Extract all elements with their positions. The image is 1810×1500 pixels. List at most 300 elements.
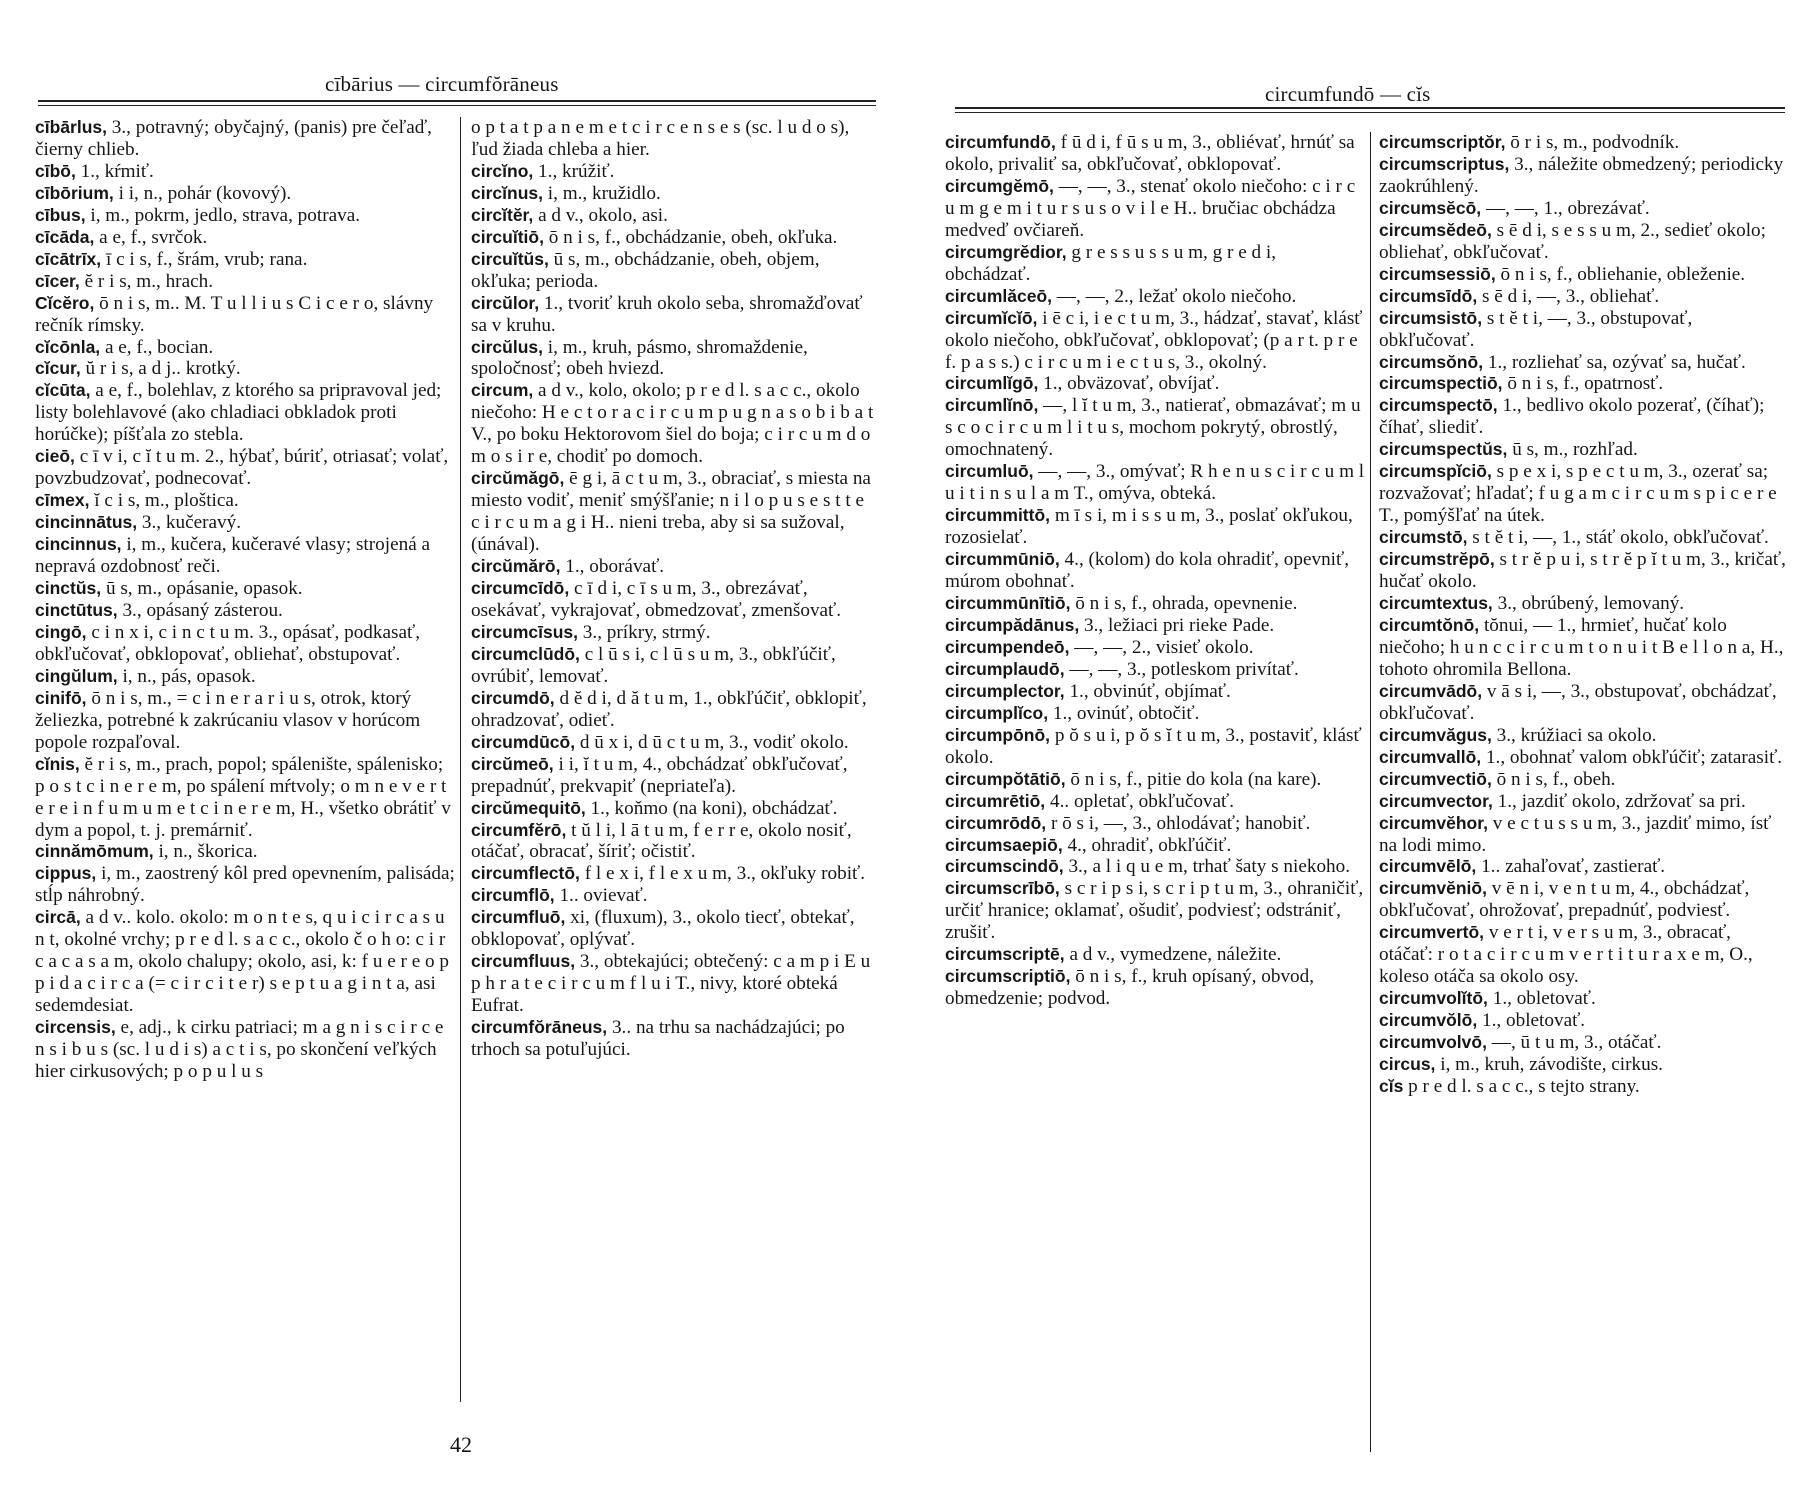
entry-definition: 1.. zahaľovať, zastierať. <box>1476 856 1666 878</box>
dictionary-entry <box>35 688 455 754</box>
entry-definition: 3., príkry, strmý. <box>578 621 711 643</box>
entry-headword: circum, <box>471 380 534 401</box>
entry-definition: a e, f., svrčok. <box>94 226 208 248</box>
entry-definition: —, l ĭ t u m, 3., natierať, obmazávať; m u s c o c i r c u m l i t u s, mochom pokrytý, obrostlý, omochnatený. <box>945 395 1361 461</box>
entry-headword: circumgrĕdior, <box>945 241 1067 262</box>
dictionary-entry <box>945 176 1365 242</box>
entry-definition: 1.. ovievať. <box>554 885 648 907</box>
entry-headword: cīcer, <box>35 270 80 291</box>
dictionary-entry <box>1379 681 1789 725</box>
dictionary-entry <box>1379 286 1789 308</box>
dictionary-entry <box>35 600 455 622</box>
entry-headword: circumvĕniō, <box>1379 878 1487 899</box>
dictionary-entry <box>471 863 876 885</box>
dictionary-entry <box>945 593 1365 615</box>
entry-headword: circumfĕrō, <box>471 819 567 840</box>
dictionary-entry <box>471 227 876 249</box>
entry-headword: circummittō, <box>945 505 1051 526</box>
dictionary-entry <box>945 373 1365 395</box>
dictionary-entry <box>471 293 876 337</box>
dictionary-entry <box>471 117 876 161</box>
entry-headword: cincinnātus, <box>35 512 138 533</box>
entry-definition: tŏnui, — 1., hrmieť, hučať kolo niečoho; h u n c c i r c u m t o n u i t B e l l o n a, H., tohoto ohromila Bellona. <box>1379 614 1784 680</box>
entry-definition: 4., (kolom) do kola ohradiť, opevniť, múrom obohnať. <box>945 549 1349 593</box>
entry-headword: circummūniō, <box>945 549 1060 570</box>
entry-headword: circumdūcō, <box>471 731 576 752</box>
entry-headword: circumscriptiō, <box>945 966 1071 987</box>
entry-headword: circumpŏtātiō, <box>945 768 1066 789</box>
dictionary-entry <box>1379 1076 1789 1098</box>
entry-headword: circumpendeō, <box>945 636 1070 657</box>
entry-definition: f l e x i, f l e x u m, 3., okľuky robiť. <box>579 863 866 885</box>
dictionary-entry <box>1379 439 1789 461</box>
entry-headword: circumvector, <box>1379 790 1493 811</box>
dictionary-entry <box>35 337 455 359</box>
entry-definition: i, m., kružidlo. <box>542 182 661 204</box>
entry-definition: c i n x i, c i n c t u m. 3., opásať, podkasať, obkľučovať, obklopovať, obliehať, obstupovať. <box>35 621 420 665</box>
entry-definition: s ē d i, s e s s u m, 2., sedieť okolo; obliehať, obkľučovať. <box>1379 219 1766 263</box>
entry-headword: circuĭtiō, <box>471 226 544 247</box>
entry-definition: ĕ r i s, m., prach, popol; spálenište, spálenisko; p o s t c i n e r e m, po spálení mŕtvoly; o m n e v e r t e r e i n f u m u m e t c i n e r e m, H., všetko obrátiť v dym a popol, t. j. premárniť. <box>35 753 451 841</box>
entry-headword: cinctūtus, <box>35 599 118 620</box>
dictionary-entry <box>471 161 876 183</box>
entry-definition: 3., a l i q u e m, trhať šaty s niekoho. <box>1063 856 1351 878</box>
dictionary-entry <box>1379 373 1789 395</box>
dictionary-entry <box>945 505 1365 549</box>
entry-headword: circumsŏnō, <box>1379 351 1484 372</box>
dictionary-entry <box>35 841 455 863</box>
entry-headword: circumspectō, <box>1379 395 1498 416</box>
entry-headword: circumvăgus, <box>1379 724 1492 745</box>
dictionary-entry <box>945 395 1365 461</box>
entry-headword: circumstrĕpō, <box>1379 549 1495 570</box>
entry-definition: 1., obväzovať, obvíjať. <box>1038 373 1220 395</box>
entry-headword: cieō, <box>35 446 75 467</box>
dictionary-entry <box>471 1017 876 1061</box>
entry-headword: circumgĕmō, <box>945 175 1054 196</box>
entry-definition: 3., kučeravý. <box>137 512 242 534</box>
entry-headword: cĭnis, <box>35 753 80 774</box>
entry-definition: i, m., kučera, kučeravé vlasy; strojená a nepravá ozdobnosť reči. <box>35 534 431 578</box>
dictionary-entry <box>1379 615 1789 681</box>
right-column-2 <box>1370 132 1789 1452</box>
entry-definition: v e c t u s s u m, 3., jazdiť mimo, ísť na lodi mimo. <box>1379 812 1772 856</box>
entry-headword: circumfundō, <box>945 132 1056 152</box>
entry-headword: circumtextus, <box>1379 593 1493 614</box>
dictionary-entry <box>35 1017 455 1083</box>
entry-definition: d ū x i, d ū c t u m, 3., vodiť okolo. <box>575 731 849 753</box>
entry-definition: ō r i s, m., podvodník. <box>1505 132 1680 153</box>
entry-definition: c l ū s i, c l ū s u m, 3., obkľúčiť, ovrúbiť, lemovať. <box>471 643 836 687</box>
entry-headword: circumrōdō, <box>945 812 1047 833</box>
dictionary-entry <box>471 754 876 798</box>
entry-headword: cībārlus, <box>35 117 107 137</box>
dictionary-entry <box>471 820 876 864</box>
entry-headword: circumclūdō, <box>471 643 580 664</box>
dictionary-entry <box>1379 220 1789 264</box>
entry-headword: circumplector, <box>945 680 1065 701</box>
entry-definition: 1., kŕmiť. <box>75 160 154 182</box>
entry-headword: circumĭcĭō, <box>945 307 1038 328</box>
entry-definition: i ē c i, i e c t u m, 3., hádzať, stavať, klásť okolo niečoho, obkľučovať, obklopovať; (p a r t. p r e f. p a s s.) c i r c u m i e c t u s, 3., okolný. <box>945 307 1363 373</box>
entry-headword: circŭlus, <box>471 336 543 357</box>
dictionary-entry <box>945 856 1365 878</box>
dictionary-entry <box>1379 593 1789 615</box>
entry-headword: circumsĕcō, <box>1379 197 1482 218</box>
entry-headword: circumfŏrāneus, <box>471 1017 608 1038</box>
entry-definition: p ŏ s u i, p ŏ s ĭ t u m, 3., postaviť, klásť okolo. <box>945 724 1362 768</box>
entry-headword: circuĭtŭs, <box>471 248 549 269</box>
entry-headword: cĭcūta, <box>35 380 91 401</box>
entry-definition: ī c i s, f., šrám, vrub; rana. <box>101 248 308 270</box>
dictionary-entry <box>945 308 1365 374</box>
entry-definition: a d v.. kolo. okolo: m o n t e s, q u i c i r c a s u n t, okolné vrchy; p r e d l. s a c c., okolo č o h o: c i r c a c a s a m, okolo chalupy; okolo, asi, k: f u e r e o p p i d a c i r c a (= c i r c i t e r) s e p t u a g i n t a, asi sedemdesiat. <box>35 907 450 1017</box>
dictionary-entry <box>945 461 1365 505</box>
entry-headword: circumvŏlō, <box>1379 1010 1478 1031</box>
entry-definition: ō n i s, f., ohrada, opevnenie. <box>1070 593 1298 615</box>
dictionary-entry <box>1379 1010 1789 1032</box>
entry-definition: —, ū t u m, 3., otáčať. <box>1486 1032 1662 1054</box>
entry-definition: o p t a t p a n e m e t c i r c e n s e s (sc. l u d o s), ľud žiada chleba a hier. <box>471 117 850 160</box>
entry-headword: circŭlor, <box>471 292 540 313</box>
dictionary-entry <box>35 446 455 490</box>
entry-definition: 1., obvinúť, objímať. <box>1064 680 1231 702</box>
entry-headword: cībōrium, <box>35 182 114 203</box>
entry-headword: circumstō, <box>1379 527 1468 548</box>
dictionary-entry <box>35 227 455 249</box>
dictionary-entry <box>471 798 876 820</box>
dictionary-entry <box>945 242 1365 286</box>
entry-definition: ō n i s, m., = c i n e r a r i u s, otrok, ktorý želiezka, potrebné k zakrúcaniu vlasov v horúcom popole rozpaľoval. <box>35 687 421 753</box>
entry-definition: 4., ohradiť, obkľúčiť. <box>1062 834 1232 856</box>
entry-headword: circumvallō, <box>1379 746 1482 767</box>
dictionary-entry <box>945 725 1365 769</box>
dictionary-entry <box>1379 747 1789 769</box>
entry-definition: i, n., škorica. <box>153 841 258 863</box>
entry-definition: 1., ovinúť, obtočiť. <box>1048 702 1200 724</box>
dictionary-entry <box>471 337 876 381</box>
dictionary-entry <box>945 703 1365 725</box>
entry-definition: 1., obohnať valom obkľúčiť; zatarasiť. <box>1481 746 1783 768</box>
entry-headword: circŭmărō, <box>471 556 561 577</box>
entry-definition: 1., koňmo (na koni), obchádzať. <box>585 797 838 819</box>
dictionary-entry <box>1379 264 1789 286</box>
dictionary-entry <box>1379 856 1789 878</box>
entry-headword: circumscriptŏr, <box>1379 132 1506 152</box>
entry-headword: circumsessiō, <box>1379 263 1496 284</box>
entry-headword: circumfluō, <box>471 907 566 928</box>
dictionary-entry <box>471 380 876 468</box>
dictionary-entry <box>945 966 1365 1010</box>
entry-headword: circumpōnō, <box>945 724 1051 745</box>
dictionary-entry <box>35 380 455 446</box>
dictionary-entry <box>945 286 1365 308</box>
entry-definition: c ī v i, c ĭ t u m. 2., hýbať, búriť, otriasať; volať, povzbudzovať, podnecovať. <box>35 446 449 490</box>
entry-definition: i, m., kruh, závodište, cirkus. <box>1435 1054 1663 1076</box>
entry-definition: s c r i p s i, s c r i p t u m, 3., ohraničiť, určiť hranice; oklamať, ošudiť, podviesť; odstrániť, zrušiť. <box>945 878 1364 944</box>
dictionary-entry <box>35 205 455 227</box>
entry-headword: circumvĕhor, <box>1379 812 1488 833</box>
entry-definition: e, adj., k cirku patriaci; m a g n i s c i r c e n s i b u s (sc. l u d i s) a c t i s, po skončení veľkých hier cirkusových; p o p u l u s <box>35 1017 444 1082</box>
entry-definition: 3., ležiaci pri rieke Pade. <box>1079 614 1275 636</box>
entry-definition: 1., tvoriť kruh okolo seba, shromažďovať sa v kruhu. <box>471 292 863 336</box>
entry-definition: —, —, 2., visieť okolo. <box>1069 636 1254 658</box>
dictionary-entry <box>1379 198 1789 220</box>
dictionary-entry <box>35 754 455 842</box>
entry-headword: circumflectō, <box>471 863 580 884</box>
entry-headword: circumsĕdeō, <box>1379 219 1492 240</box>
entry-headword: cincinnus, <box>35 534 122 555</box>
dictionary-entry <box>1379 527 1789 549</box>
entry-headword: circumvertō, <box>1379 922 1485 943</box>
dictionary-entry <box>945 769 1365 791</box>
entry-definition: m ī s i, m i s s u m, 3., poslať okľukou, rozosielať. <box>945 505 1353 549</box>
dictionary-entry <box>945 878 1365 944</box>
dictionary-entry <box>1379 461 1789 527</box>
entry-headword: circŭmeō, <box>471 753 554 774</box>
entry-headword: circumspectiō, <box>1379 373 1503 394</box>
entry-headword: circumlăceō, <box>945 285 1052 306</box>
entry-definition: d ĕ d i, d ă t u m, 1., obkľúčiť, obklopiť, ohradzovať, odieť. <box>471 687 867 731</box>
right-page <box>905 0 1810 1500</box>
entry-headword: cinctŭs, <box>35 578 102 599</box>
entry-headword: cinnămōmum, <box>35 841 154 862</box>
entry-definition: ō n i s, f., pitie do kola (na kare). <box>1065 768 1322 790</box>
running-head-right: circumfundō — cĭs <box>1265 82 1431 106</box>
entry-definition: a d v., kolo, okolo; p r e d l. s a c c., okolo niečoho: H e c t o r a c i r c u m p u g n a s o b i b a t V., po boku Hektorovom šiel do boja; c i r c u m d o m o s i r e, chodiť po domoch. <box>471 380 874 468</box>
entry-definition: i, m., kruh, pásmo, shromaždenie, spoločnosť; obeh hviezd. <box>471 336 808 380</box>
dictionary-entry <box>1379 725 1789 747</box>
entry-definition: ō n i s, f., obliehanie, obleženie. <box>1495 263 1746 285</box>
entry-definition: 3., obrúbený, lemovaný. <box>1492 593 1685 615</box>
entry-definition: s t ĕ t i, —, 3., obstupovať, obkľučovať. <box>1379 307 1693 351</box>
entry-definition: 1., jazdiť okolo, zdržovať sa pri. <box>1492 790 1746 812</box>
entry-definition: ŭ r i s, a d j.. krotký. <box>80 358 241 380</box>
dictionary-entry <box>35 512 455 534</box>
dictionary-entry <box>1379 154 1789 198</box>
entry-definition: s t r ĕ p u i, s t r ĕ p ĭ t u m, 3., kričať, hučať okolo. <box>1379 549 1786 593</box>
entry-definition: g r e s s u s s u m, g r e d i, obchádzať. <box>945 241 1277 285</box>
entry-definition: p r e d l. s a c c., s tejto strany. <box>1403 1075 1640 1097</box>
dictionary-entry <box>35 907 455 1017</box>
dictionary-entry <box>35 863 455 907</box>
dictionary-entry <box>1379 1054 1789 1076</box>
entry-headword: circensis, <box>35 1017 116 1038</box>
dictionary-entry <box>1379 769 1789 791</box>
page-number: 42 <box>450 1432 472 1457</box>
entry-definition: 3., potravný; obyčajný, (panis) pre čeľaď, čierny chlieb. <box>35 117 432 160</box>
entry-headword: circĭtĕr, <box>471 204 534 225</box>
dictionary-entry <box>35 161 455 183</box>
right-column-1 <box>945 132 1365 1010</box>
entry-headword: circā, <box>35 907 81 928</box>
dictionary-entry <box>35 249 455 271</box>
entry-headword: circumcīsus, <box>471 621 578 642</box>
entry-definition: ĕ r i s, m., hrach. <box>79 270 213 292</box>
entry-definition: ū s, m., obchádzanie, obeh, objem, okľuka; perioda. <box>471 248 820 292</box>
entry-headword: circumspectŭs, <box>1379 439 1508 460</box>
dictionary-entry <box>471 249 876 293</box>
dictionary-entry <box>35 578 455 600</box>
dictionary-entry <box>35 358 455 380</box>
header-rule-right <box>955 107 1785 113</box>
entry-headword: circumplaudō, <box>945 658 1065 679</box>
dictionary-entry <box>1379 791 1789 813</box>
dictionary-entry <box>471 468 876 556</box>
entry-headword: cĭcōnla, <box>35 336 101 357</box>
entry-headword: circumcīdō, <box>471 578 570 599</box>
dictionary-entry <box>35 622 455 666</box>
dictionary-entry <box>471 951 876 1017</box>
dictionary-entry <box>945 637 1365 659</box>
entry-definition: v e r t i, v e r s u m, 3., obracať, otáčať: r o t a c i r c u m v e r t i t u r a x e m, O., koleso otáča sa okolo osy. <box>1379 922 1753 988</box>
entry-definition: —, —, 2., ležať okolo niečoho. <box>1052 285 1297 307</box>
entry-definition: i, m., zaostrený kôl pred opevnením, palisáda; stĺp náhrobný. <box>35 863 455 907</box>
entry-headword: circĭnus, <box>471 182 543 203</box>
entry-headword: circumflō, <box>471 885 555 906</box>
entry-definition: 1., oborávať. <box>560 556 665 578</box>
entry-headword: circumscriptē, <box>945 944 1065 965</box>
entry-headword: circummūnītiō, <box>945 593 1071 614</box>
dictionary-entry <box>1379 878 1789 922</box>
dictionary-entry <box>471 183 876 205</box>
entry-headword: cīmex, <box>35 490 90 511</box>
entry-definition: t ŭ l i, l ā t u m, f e r r e, okolo nosiť, otáčať, obracať, šíriť; očistiť. <box>471 819 852 863</box>
dictionary-entry <box>945 615 1365 637</box>
entry-headword: circumvādō, <box>1379 680 1483 701</box>
dictionary-entry <box>945 659 1365 681</box>
entry-definition: 1., obletovať. <box>1477 1010 1586 1032</box>
entry-definition: i, m., pokrm, jedlo, strava, potrava. <box>85 204 361 226</box>
entry-definition: ē g i, ā c t u m, 3., obraciať, s miesta na miesto vodiť, meniť smýšľanie; n i l o p u s e s t t e c i r c u m a g i H.. nieni treba, aby si sa sužoval, (únával). <box>471 468 871 556</box>
entry-definition: v ā s i, —, 3., obstupovať, obchádzať, obkľučovať. <box>1379 680 1777 724</box>
entry-definition: ū s, m., rozhľad. <box>1507 439 1638 461</box>
entry-headword: cĭcur, <box>35 358 81 379</box>
entry-definition: 3., obtekajúci; obtečený: c a m p i E u p h r a t e c i r c u m f l u i T., nivy, ktoré obteká Eufrat. <box>471 951 871 1017</box>
entry-definition: 3.. na trhu sa nachádzajúci; po trhoch sa potuľujúci. <box>471 1017 845 1061</box>
dictionary-entry <box>1379 308 1789 352</box>
entry-headword: circumsaepiō, <box>945 834 1063 855</box>
entry-definition: —, —, 3., omývať; R h e n u s c i r c u m l u i t i n s u l a m T., omýva, obteká. <box>945 461 1365 505</box>
entry-definition: 3., náležite obmedzený; periodicky zaokrúhlený. <box>1379 153 1784 197</box>
entry-definition: 3., opásaný zásterou. <box>117 599 283 621</box>
entry-headword: circus, <box>1379 1054 1436 1075</box>
dictionary-entry <box>471 688 876 732</box>
entry-headword: circumluō, <box>945 461 1034 482</box>
entry-definition: v ē n i, v e n t u m, 4., obchádzať, obkľučovať, ohrožovať, prepadnúť, podviesť. <box>1379 878 1750 922</box>
entry-definition: ĭ c i s, m., ploštica. <box>89 490 239 512</box>
dictionary-entry <box>1379 988 1789 1010</box>
entry-headword: circumrētiō, <box>945 790 1046 811</box>
dictionary-entry <box>945 681 1365 703</box>
entry-definition: s p e x i, s p e c t u m, 3., ozerať sa; rozvažovať; hľadať; f u g a m c i r c u m s p i c e r e T., pomýšľať na útek. <box>1379 461 1777 527</box>
entry-definition: 1., rozliehať sa, ozývať sa, hučať. <box>1483 351 1746 373</box>
entry-headword: circumpădānus, <box>945 614 1080 635</box>
entry-definition: —, —, 1., obrezávať. <box>1481 197 1650 219</box>
entry-definition: a d v., vymedzene, náležite. <box>1064 944 1282 966</box>
dictionary-entry <box>1379 1032 1789 1054</box>
entry-headword: circŭmăgō, <box>471 468 565 489</box>
entry-headword: circumfluus, <box>471 951 576 972</box>
dictionary-entry <box>945 813 1365 835</box>
entry-definition: r ō s i, —, 3., ohlodávať; hanobiť. <box>1046 812 1311 834</box>
entry-definition: ō n i s, f., opatrnosť. <box>1502 373 1664 395</box>
entry-headword: cĭs <box>1379 1075 1404 1096</box>
entry-headword: circumscriptus, <box>1379 153 1510 174</box>
dictionary-entry <box>35 534 455 578</box>
entry-definition: s t ĕ t i, —, 1., stáť okolo, obkľučovať. <box>1467 527 1769 549</box>
entry-headword: cinifō, <box>35 687 87 708</box>
dictionary-entry <box>35 117 455 161</box>
left-column-1 <box>35 117 455 1083</box>
entry-headword: circumvolvō, <box>1379 1032 1487 1053</box>
entry-headword: circumplĭco, <box>945 702 1049 723</box>
dictionary-entry <box>945 549 1365 593</box>
entry-headword: circumscindō, <box>945 856 1064 877</box>
dictionary-entry <box>471 622 876 644</box>
dictionary-entry <box>471 907 876 951</box>
entry-headword: circĭno, <box>471 160 534 181</box>
entry-definition: i i, ĭ t u m, 4., obchádzať obkľučovať, prepadnúť, prekvapiť (nepriateľa). <box>471 753 848 797</box>
dictionary-entry <box>945 791 1365 813</box>
dictionary-entry <box>471 885 876 907</box>
entry-headword: circumsīdō, <box>1379 285 1478 306</box>
dictionary-entry <box>945 835 1365 857</box>
dictionary-entry <box>945 132 1365 176</box>
entry-definition: xi, (fluxum), 3., okolo tiecť, obtekať, obklopovať, oplývať. <box>471 907 855 951</box>
header-rule-left <box>38 100 876 106</box>
entry-headword: cippus, <box>35 863 97 884</box>
entry-headword: cībō, <box>35 160 76 181</box>
entry-definition: 1., obletovať. <box>1487 988 1596 1010</box>
dictionary-entry <box>471 732 876 754</box>
entry-headword: circŭmequitō, <box>471 797 586 818</box>
entry-headword: cingō, <box>35 621 87 642</box>
entry-definition: 4.. opletať, obkľučovať. <box>1045 790 1235 812</box>
entry-definition: ū s, m., opásanie, opasok. <box>101 578 303 600</box>
entry-definition: 1., krúžiť. <box>533 160 615 182</box>
dictionary-entry <box>35 293 455 337</box>
dictionary-entry <box>471 205 876 227</box>
entry-headword: cīcāda, <box>35 226 95 247</box>
entry-headword: circumvēlō, <box>1379 856 1477 877</box>
entry-definition: —, —, 3., potleskom privítať. <box>1064 658 1299 680</box>
dictionary-entry <box>1379 395 1789 439</box>
entry-definition: a e, f., bocian. <box>100 336 214 358</box>
entry-definition: a d v., okolo, asi. <box>533 204 668 226</box>
entry-definition: ō n i s, f., obchádzanie, obeh, okľuka. <box>543 226 838 248</box>
entry-headword: cingŭlum, <box>35 665 118 686</box>
entry-definition: f ū d i, f ū s u m, 3., obliévať, hrnúť sa okolo, privaliť sa, obkľučovať, obklopovať. <box>945 132 1355 175</box>
entry-definition: ō n i s, m.. M. T u l l i u s C i c e r o, slávny rečník rímsky. <box>35 292 434 336</box>
entry-headword: Cĭcĕro, <box>35 292 95 313</box>
dictionary-entry <box>471 578 876 622</box>
dictionary-entry <box>1379 132 1789 154</box>
entry-definition: i i, n., pohár (kovový). <box>113 182 292 204</box>
entry-headword: circumlĭnō, <box>945 395 1039 416</box>
entry-definition: s ē d i, —, 3., obliehať. <box>1477 285 1660 307</box>
dictionary-entry <box>1379 922 1789 988</box>
dictionary-entry <box>1379 352 1789 374</box>
running-head-left: cībārius — circumfŏrāneus <box>325 72 559 96</box>
dictionary-entry <box>35 271 455 293</box>
entry-definition: 3., krúžiaci sa okolo. <box>1491 724 1657 746</box>
entry-definition: c ī d i, c ī s u m, 3., obrezávať, osekávať, vykrajovať, obmedzovať, zmenšovať. <box>471 578 842 621</box>
entry-definition: 1., bedlivo okolo pozerať, (číhať); číhať, sliediť. <box>1379 395 1765 439</box>
dictionary-entry <box>1379 813 1789 857</box>
dictionary-entry <box>35 490 455 512</box>
entry-definition: ō n i s, f., obeh. <box>1491 768 1616 790</box>
